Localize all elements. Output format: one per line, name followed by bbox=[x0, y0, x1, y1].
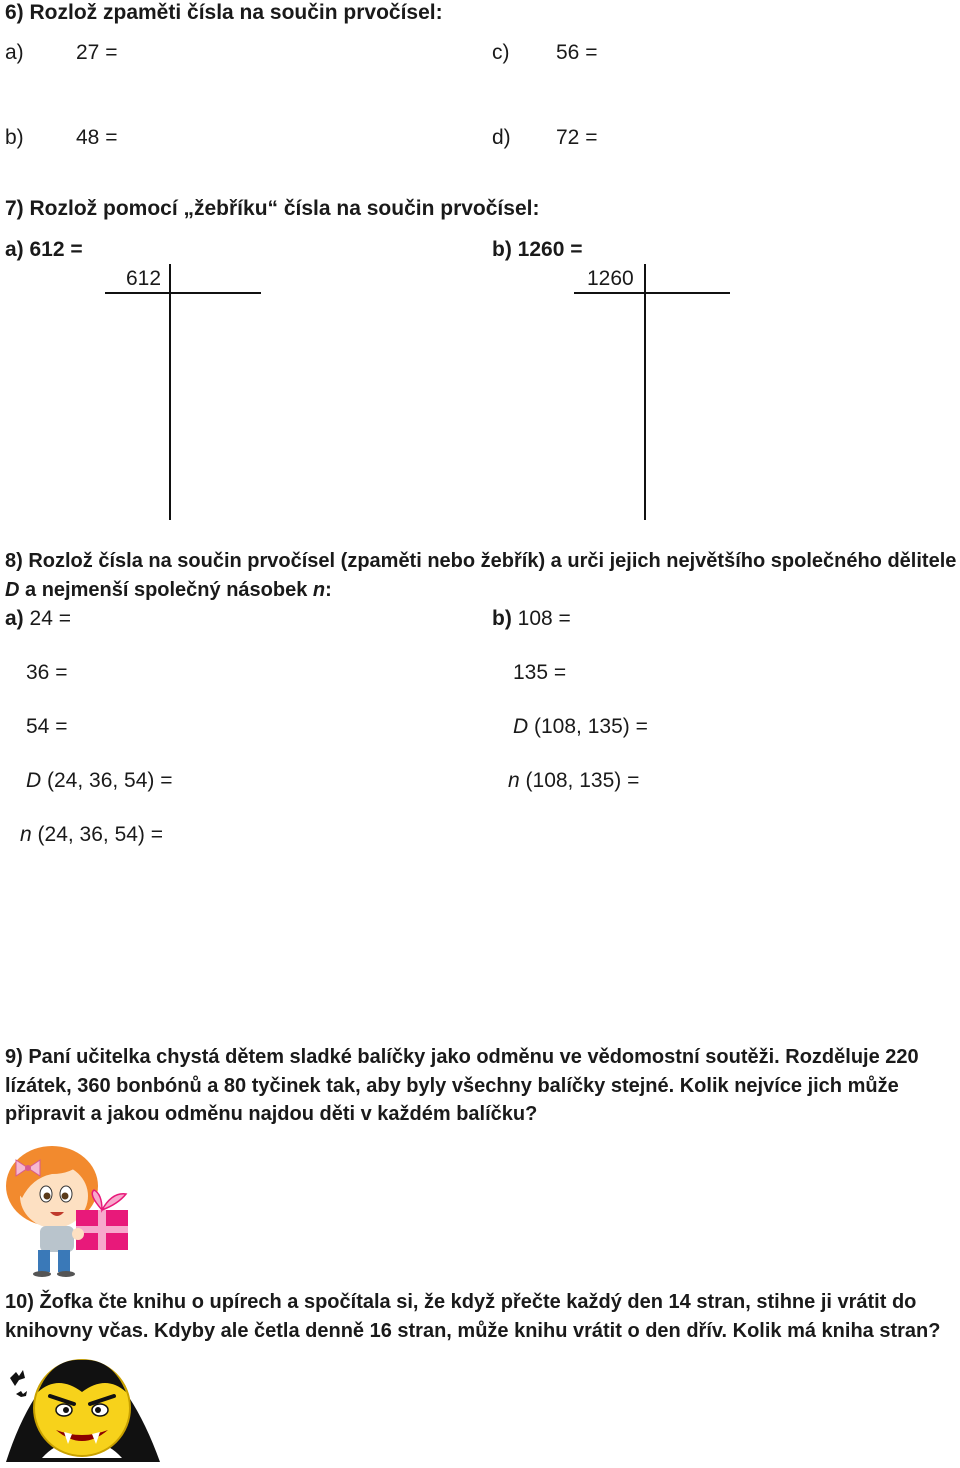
ladder-a-hline bbox=[105, 292, 261, 294]
girl-with-gift-icon bbox=[2, 1138, 142, 1278]
q7-a-label: a) 612 = bbox=[5, 238, 83, 261]
q8-heading-line2: D a nejmenší společný násobek n: bbox=[5, 579, 332, 601]
q10-line1: 10) Žofka čte knihu o upírech a spočítala si, že když přečte každý den 14 stran, stihne ji vrátit do bbox=[5, 1291, 917, 1313]
q9-line1: 9) Paní učitelka chystá dětem sladké balíčky jako odměnu ve vědomostní soutěži. Rozděluje 220 bbox=[5, 1046, 919, 1068]
q6-a-label: a) bbox=[5, 41, 24, 64]
q8-b-line: b) 108 = bbox=[492, 607, 571, 630]
ladder-b-hline bbox=[574, 292, 730, 294]
ladder-b-vline bbox=[644, 264, 646, 520]
q9-text bbox=[5, 1043, 955, 1129]
q10-text bbox=[5, 1288, 955, 1345]
q8-a-line: a) 24 = bbox=[5, 607, 71, 630]
q8-heading-line1: 8) Rozlož čísla na součin prvočísel (zpaměti nebo žebřík) a urči jejich největšího společného dělitele bbox=[5, 550, 957, 572]
q8-n-right: n (108, 135) = bbox=[508, 769, 640, 792]
q6-d-label: d) bbox=[492, 126, 511, 149]
q7-b-label: b) 1260 = bbox=[492, 238, 583, 261]
ladder-a-number: 612 bbox=[126, 267, 162, 290]
ladder-b-number: 1260 bbox=[587, 267, 634, 290]
q8-36: 36 = bbox=[26, 661, 68, 684]
q10-line2: knihovny včas. Kdyby ale četla denně 16 stran, může knihu vrátit o den dřív. Kolik má kniha stran? bbox=[5, 1319, 941, 1342]
q8-D-right: D (108, 135) = bbox=[513, 715, 648, 738]
q6-a-expr: 27 = bbox=[76, 41, 118, 64]
q6-b-expr: 48 = bbox=[76, 126, 118, 149]
q6-c-label: c) bbox=[492, 41, 510, 64]
q8-54: 54 = bbox=[26, 715, 68, 738]
q6-heading: 6) Rozlož zpaměti čísla na součin prvočísel: bbox=[5, 1, 443, 24]
q8-135: 135 = bbox=[513, 661, 567, 684]
q9-line2: lízátek, 360 bonbónů a 80 tyčinek tak, aby byly všechny balíčky stejné. Kolik nejvíce jich může bbox=[5, 1074, 899, 1097]
q9-line3: připravit a jakou odměnu najdou děti v každém balíčku? bbox=[5, 1103, 538, 1125]
vampire-smiley-icon bbox=[2, 1352, 167, 1466]
q7-heading: 7) Rozlož pomocí „žebříku“ čísla na součin prvočísel: bbox=[5, 197, 540, 220]
q8-D-left: D (24, 36, 54) = bbox=[26, 769, 173, 792]
q6-c-expr: 56 = bbox=[556, 41, 598, 64]
q6-d-expr: 72 = bbox=[556, 126, 598, 149]
q6-b-label: b) bbox=[5, 126, 24, 149]
q8-n-left: n (24, 36, 54) = bbox=[20, 823, 164, 846]
ladder-a-vline bbox=[169, 264, 171, 520]
